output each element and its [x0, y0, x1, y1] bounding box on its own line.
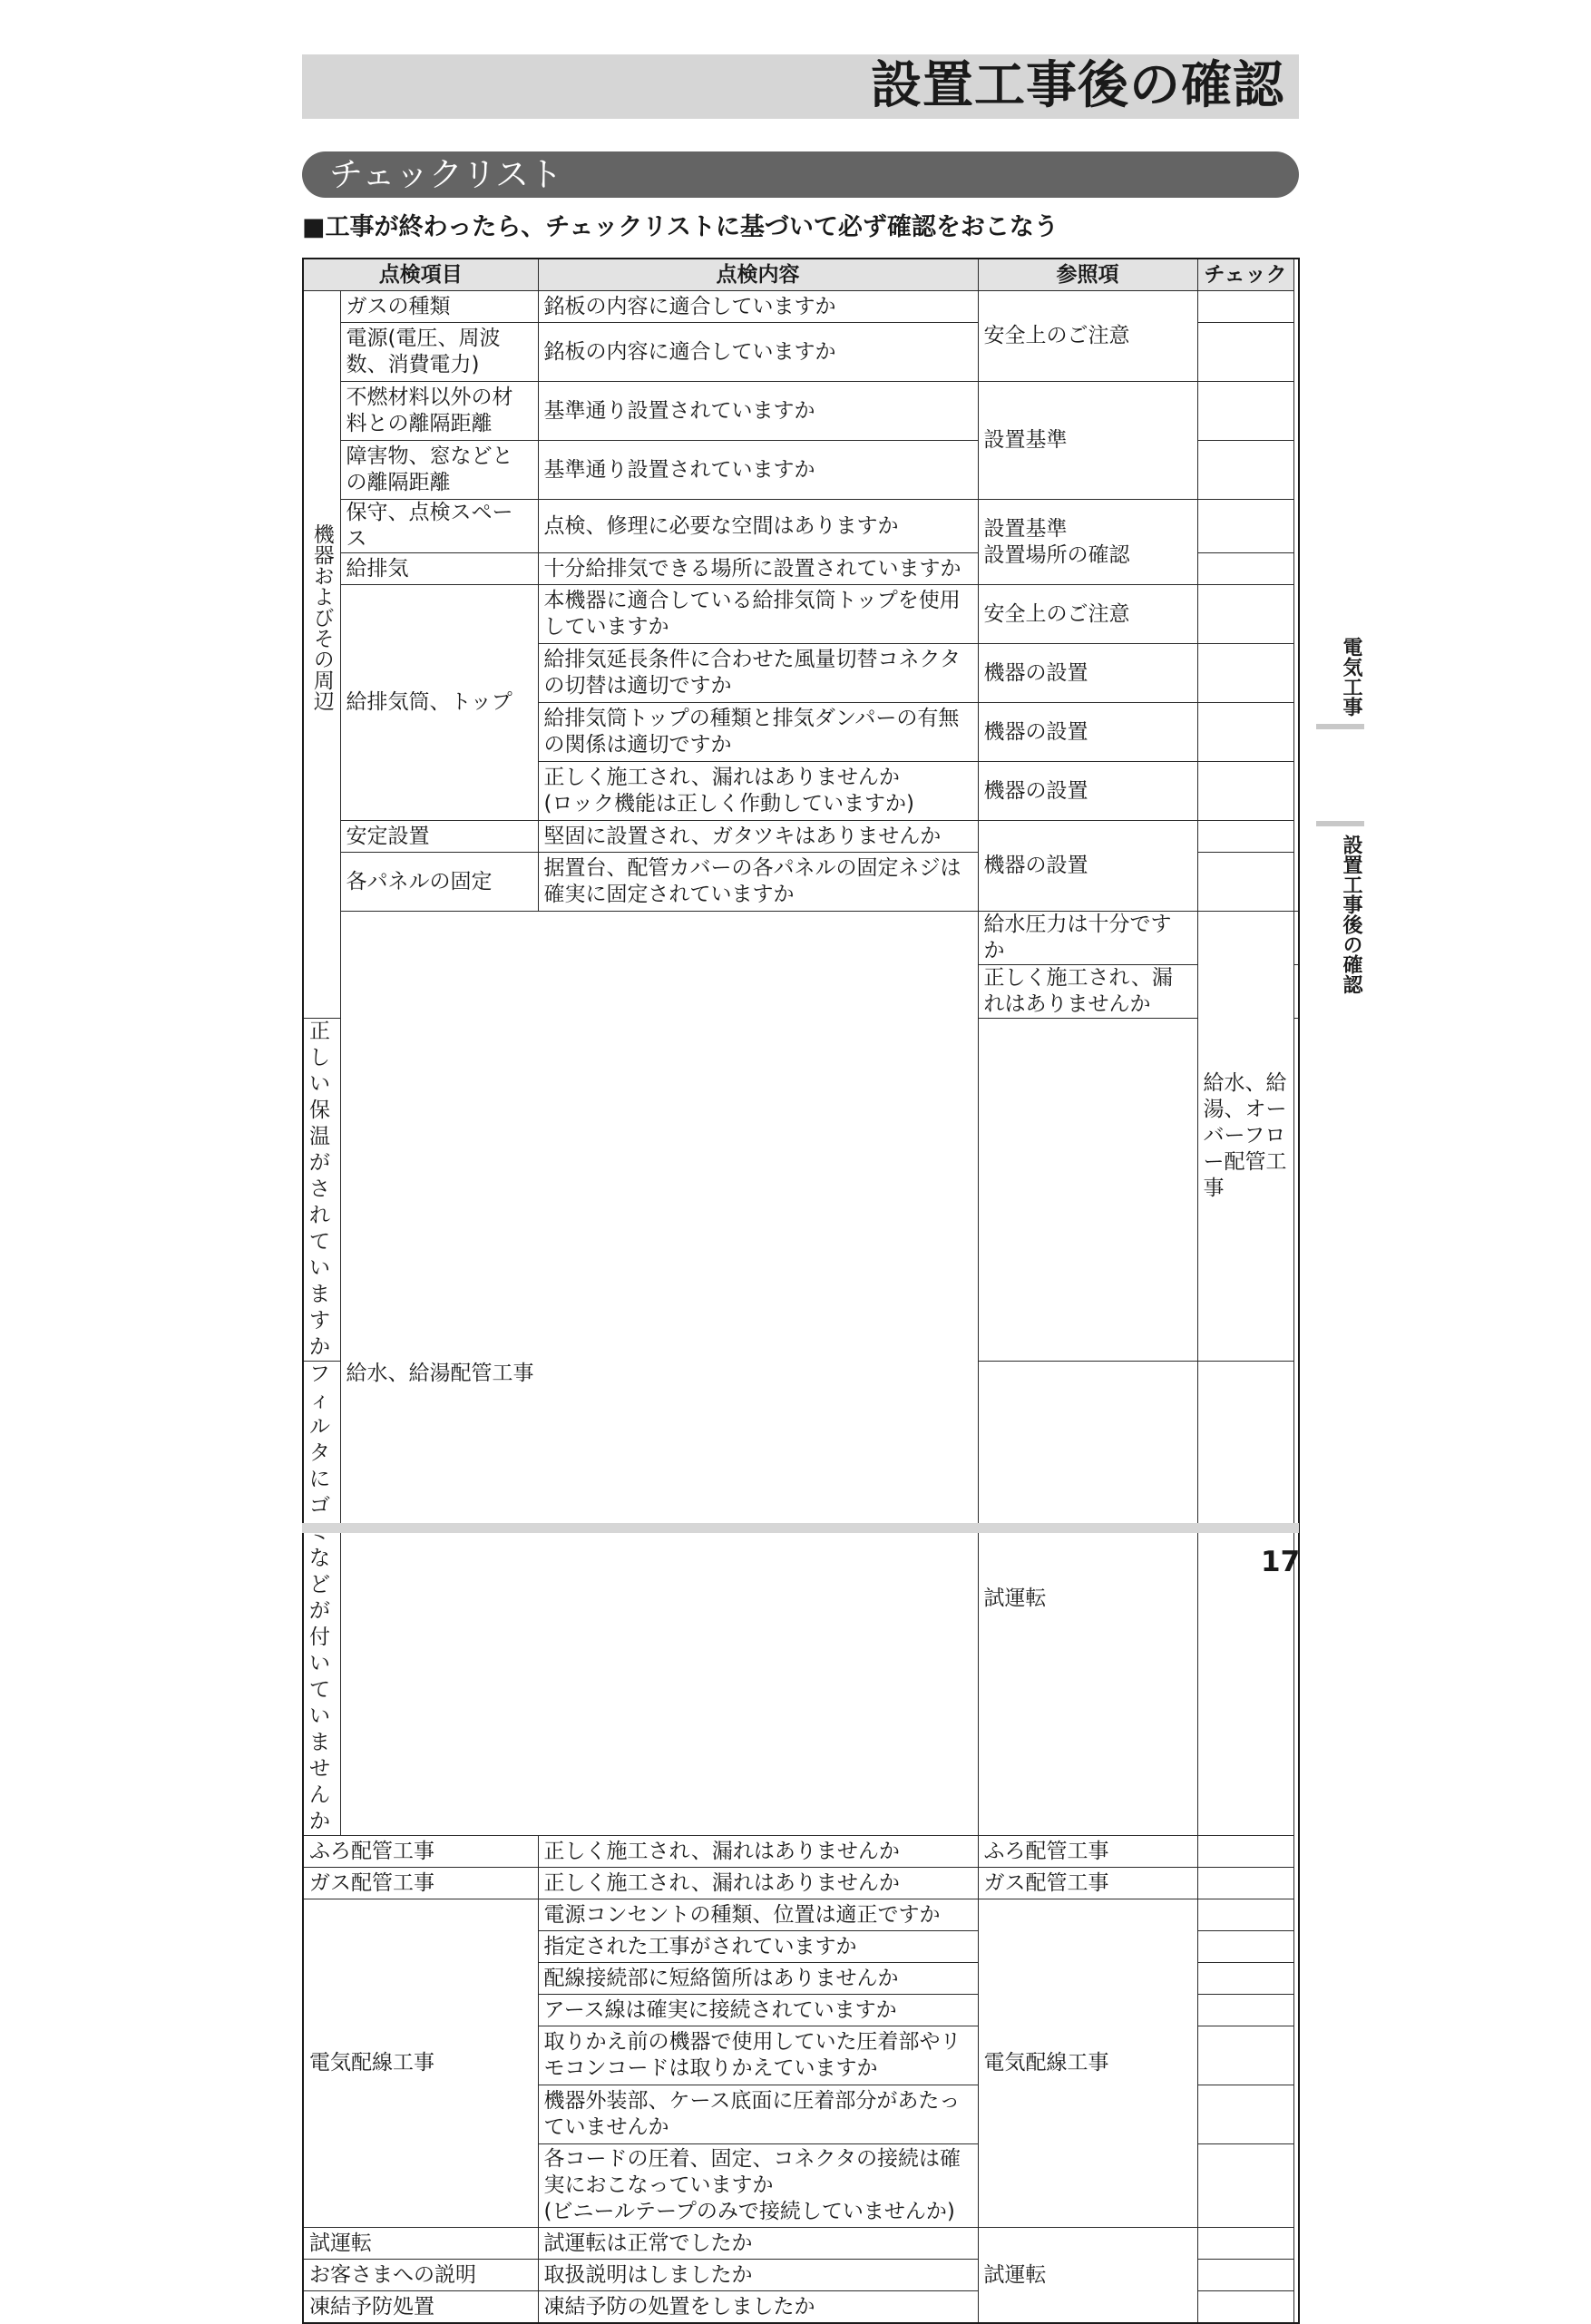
- check-box[interactable]: [1197, 382, 1293, 441]
- check-box[interactable]: [1197, 2026, 1293, 2085]
- item-maintenance: 保守、点検スペース: [340, 500, 538, 553]
- side-tab-electric: 電気工事: [1340, 637, 1362, 717]
- item-obstacle: 障害物、窓などとの離隔距離: [340, 441, 538, 500]
- check-box[interactable]: [1197, 703, 1293, 762]
- content-cell: 正しい保温がされていますか: [303, 1019, 340, 1362]
- item-panel: 各パネルの固定: [340, 853, 538, 912]
- ref-cell: 安全上のご注意: [978, 585, 1197, 644]
- content-cell: アース線は確実に接続されていますか: [538, 1995, 978, 2026]
- ref-cell: 機器の設置: [978, 821, 1197, 912]
- check-box[interactable]: [1197, 2085, 1293, 2144]
- content-cell: 試運転は正常でしたか: [538, 2228, 978, 2260]
- group-label-cell: [303, 291, 340, 1019]
- section-title: チェックリスト: [329, 155, 563, 194]
- content-cell: 取りかえ前の機器で使用していた圧着部やリモコンコードは取りかえていますか: [538, 2026, 978, 2085]
- content-cell: 正しく施工され、漏れはありませんか: [538, 1868, 978, 1899]
- content-cell: 銘板の内容に適合していますか: [538, 323, 978, 382]
- check-box[interactable]: [1197, 1963, 1293, 1995]
- content-cell: 堅固に設置され、ガタツキはありませんか: [538, 821, 978, 853]
- check-box[interactable]: [1197, 2291, 1293, 2324]
- check-box[interactable]: [1293, 912, 1299, 965]
- content-cell: 正しく施工され、漏れはありませんか: [538, 1836, 978, 1868]
- ref-cell: 試運転: [978, 1362, 1197, 1836]
- item-gas-pipe: ガス配管工事: [303, 1868, 538, 1899]
- side-tab-post-install: 設置工事後の確認: [1340, 835, 1362, 994]
- content-cell: 点検、修理に必要な空間はありますか: [538, 500, 978, 553]
- ref-cell: 機器の設置: [978, 703, 1197, 762]
- checklist-table: [302, 258, 1300, 2324]
- ref-cell: ふろ配管工事: [978, 1836, 1197, 1868]
- header-inspection-content: 点検内容: [538, 259, 978, 291]
- content-cell: 正しく施工され、漏れはありませんか (ロック機能は正しく作動していますか): [538, 762, 978, 821]
- content-cell: 取扱説明はしましたか: [538, 2260, 978, 2291]
- item-electric: 電気配線工事: [303, 1899, 538, 2228]
- check-box[interactable]: [1197, 2260, 1293, 2291]
- content-cell: 指定された工事がされていますか: [538, 1931, 978, 1963]
- content-cell: 本機器に適合している給排気筒トップを使用していますか: [538, 585, 978, 644]
- check-box[interactable]: [1197, 500, 1293, 553]
- ref-cell: 安全上のご注意: [978, 291, 1197, 382]
- page-number: 17: [1261, 1546, 1301, 1578]
- ref-cell: ガス配管工事: [978, 1868, 1197, 1899]
- check-box[interactable]: [1197, 291, 1293, 323]
- ref-cell: 給水、給湯、オーバーフロー配管工事: [1197, 912, 1293, 1362]
- check-box[interactable]: [1293, 965, 1299, 1019]
- footer-bar: [302, 1523, 1299, 1533]
- check-box[interactable]: [1197, 821, 1293, 853]
- content-cell: 基準通り設置されていますか: [538, 441, 978, 500]
- check-box[interactable]: [1197, 1868, 1293, 1899]
- item-gas-type: ガスの種類: [340, 291, 538, 323]
- content-cell: 給水圧力は十分ですか: [978, 912, 1197, 965]
- lead-text: ■工事が終わったら、チェックリストに基づいて必ず確認をおこなう: [302, 213, 1059, 241]
- item-trial: 試運転: [303, 2228, 538, 2260]
- content-cell: フィルタにゴ などが付いていませんか: [303, 1362, 340, 1836]
- item-power: 電源(電圧、周波数、消費電力): [340, 323, 538, 382]
- check-box[interactable]: [1197, 323, 1293, 382]
- check-box[interactable]: [1197, 644, 1293, 703]
- check-box[interactable]: [1197, 2228, 1293, 2260]
- content-cell: 銘板の内容に適合していますか: [538, 291, 978, 323]
- item-customer: お客さまへの説明: [303, 2260, 538, 2291]
- content-cell: 凍結予防の処置をしましたか: [538, 2291, 978, 2324]
- header-check: チェック: [1197, 259, 1293, 291]
- check-box[interactable]: [1197, 762, 1293, 821]
- item-bath: ふろ配管工事: [303, 1836, 538, 1868]
- ref-cell: 試運転: [978, 2228, 1197, 2324]
- ref-cell: 電気配線工事: [978, 1899, 1197, 2228]
- check-box[interactable]: [1197, 553, 1293, 585]
- check-box[interactable]: [1197, 853, 1293, 912]
- ref-cell: 設置基準 設置場所の確認: [978, 500, 1197, 585]
- content-cell: 各コードの圧着、固定、コネクタの接続は確実におこなっていますか (ビニールテープのみで接続していませんか): [538, 2144, 978, 2228]
- header-reference: 参照項: [978, 259, 1197, 291]
- content-cell: 給排気延長条件に合わせた風量切替コネクタの切替は適切ですか: [538, 644, 978, 703]
- check-box[interactable]: [1197, 1995, 1293, 2026]
- item-freeze: 凍結予防処置: [303, 2291, 538, 2324]
- content-cell: 十分給排気できる場所に設置されていますか: [538, 553, 978, 585]
- header-inspection-item: 点検項目: [303, 259, 538, 291]
- title-bar: [302, 54, 1299, 119]
- content-cell: 正しく施工され、漏れはありませんか: [978, 965, 1197, 1019]
- check-box[interactable]: [978, 1019, 1197, 1362]
- content-cell: 機器外装部、ケース底面に圧着部分があたっていませんか: [538, 2085, 978, 2144]
- check-box[interactable]: [1197, 1899, 1293, 1931]
- ref-cell: 設置基準: [978, 382, 1197, 500]
- check-box[interactable]: [1197, 1931, 1293, 1963]
- check-box[interactable]: [1197, 441, 1293, 500]
- item-water: 給水、給湯配管工事: [340, 912, 978, 1836]
- side-divider: [1316, 821, 1364, 826]
- item-exhaust-top: 給排気筒、トップ: [340, 585, 538, 821]
- check-box[interactable]: [1197, 1362, 1293, 1836]
- check-box[interactable]: [1197, 585, 1293, 644]
- item-stable: 安定設置: [340, 821, 538, 853]
- content-cell: 基準通り設置されていますか: [538, 382, 978, 441]
- section-heading: [302, 151, 1299, 198]
- content-cell: 給排気筒トップの種類と排気ダンパーの有無の関係は適切ですか: [538, 703, 978, 762]
- page-title: 設置工事後の確認: [871, 56, 1284, 115]
- ref-cell: 機器の設置: [978, 762, 1197, 821]
- check-box[interactable]: [1197, 1836, 1293, 1868]
- item-exhaust: 給排気: [340, 553, 538, 585]
- content-cell: 配線接続部に短絡箇所はありませんか: [538, 1963, 978, 1995]
- content-cell: 据置台、配管カバーの各パネルの固定ネジは確実に固定されていますか: [538, 853, 978, 912]
- content-cell: 電源コンセントの種類、位置は適正ですか: [538, 1899, 978, 1931]
- group-label: 機器およびその周辺: [309, 523, 334, 711]
- ref-cell: 機器の設置: [978, 644, 1197, 703]
- check-box[interactable]: [1197, 2144, 1293, 2228]
- side-divider: [1316, 724, 1364, 729]
- item-nonflammable: 不燃材料以外の材料との離隔距離: [340, 382, 538, 441]
